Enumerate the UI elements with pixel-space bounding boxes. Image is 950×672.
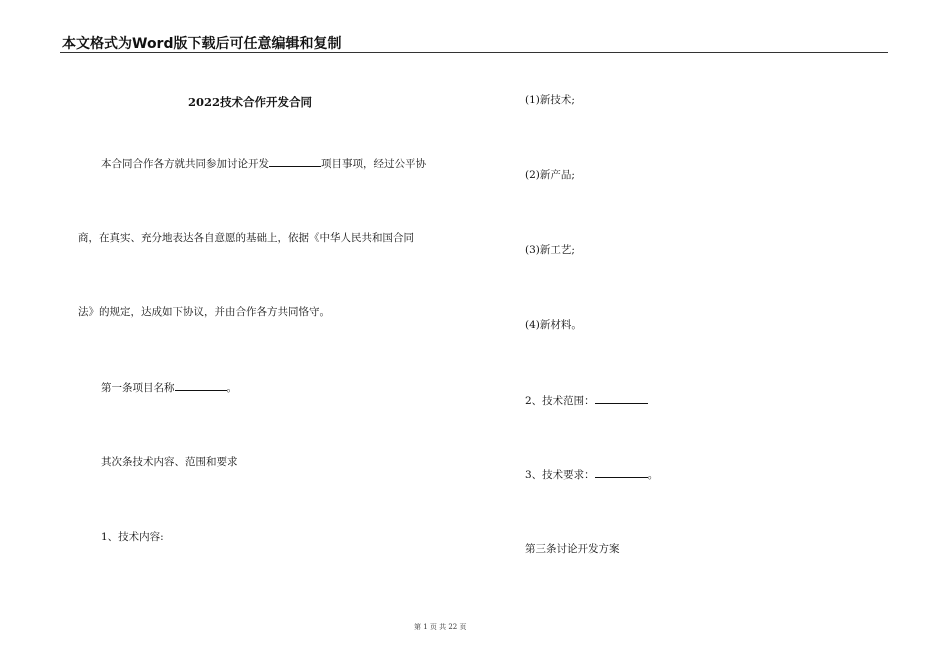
blank-field-scope bbox=[595, 393, 648, 404]
paragraph-line-1-text-a: 本合同合作各方就共同参加讨论开发 bbox=[101, 158, 269, 170]
paragraph-line-1-text-b: 项目事项，经过公平协 bbox=[321, 158, 426, 170]
page-number: 第 1 页 共 22 页 bbox=[414, 623, 467, 631]
sub-item-3: (3)新工艺; bbox=[525, 244, 575, 256]
paragraph-line-2: 商，在真实、充分地表达各自意愿的基础上，依据《中华人民共和国合同 bbox=[78, 232, 414, 244]
item-3-label: 3、技术要求： bbox=[525, 469, 595, 481]
paragraph-line-1 bbox=[101, 156, 426, 171]
sub-item-1: (1)新技术; bbox=[525, 94, 575, 106]
item-1-technical-content: 1、技术内容: bbox=[101, 531, 164, 543]
item-2-technical-scope bbox=[525, 393, 648, 408]
item-2-label: 2、技术范围： bbox=[525, 395, 595, 407]
sub-item-4: (4)新材料。 bbox=[525, 319, 582, 331]
article-1-label: 第一条项目名称 bbox=[101, 382, 175, 394]
item-3-technical-requirements bbox=[525, 467, 658, 482]
blank-field-project bbox=[269, 156, 321, 167]
blank-field-project-name bbox=[175, 380, 227, 391]
article-1-project-name bbox=[101, 380, 237, 395]
article-1-end: 。 bbox=[226, 382, 237, 394]
item-3-end: 。 bbox=[647, 469, 659, 481]
header-title: 本文格式为Word版下载后可任意编辑和复制 bbox=[62, 36, 342, 52]
blank-field-requirements bbox=[595, 467, 648, 478]
article-2-heading: 其次条技术内容、范围和要求 bbox=[101, 456, 238, 468]
sub-item-2: (2)新产品; bbox=[525, 169, 575, 181]
document-title: 2022技术合作开发合同 bbox=[188, 95, 313, 109]
header-divider bbox=[60, 52, 888, 53]
article-3-heading: 第三条讨论开发方案 bbox=[525, 543, 620, 555]
paragraph-line-3: 法》的规定，达成如下协议，并由合作各方共同恪守。 bbox=[78, 306, 330, 318]
